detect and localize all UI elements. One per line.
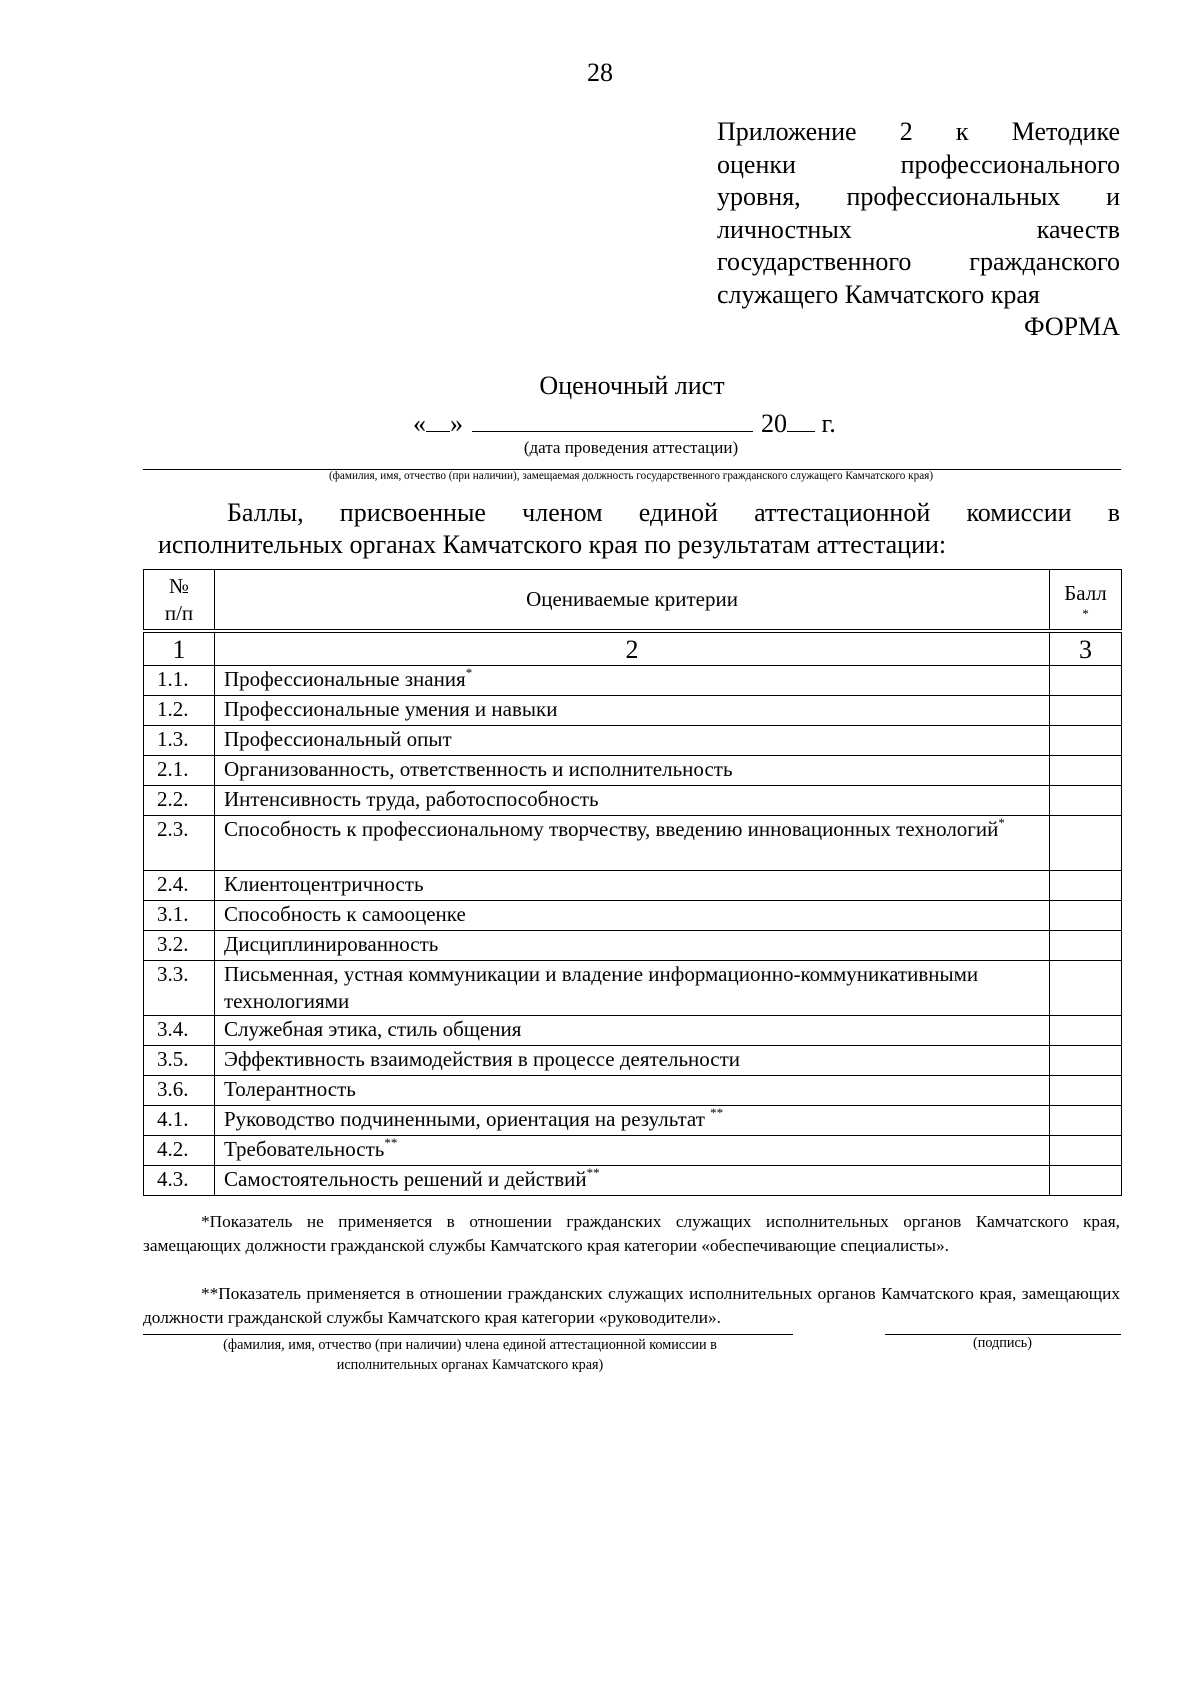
row-criterion	[215, 1016, 1050, 1046]
table-row	[144, 666, 1122, 696]
row-number: 1.2.	[144, 696, 215, 726]
row-criterion	[215, 871, 1050, 901]
score-cell[interactable]	[1050, 961, 1122, 1016]
criterion-footnote-mark: **	[586, 1165, 600, 1180]
table-row	[144, 816, 1122, 871]
member-name-caption-line2: исполнительных органах Камчатского края)	[336, 1357, 604, 1373]
table-row	[144, 1076, 1122, 1106]
criterion-footnote-mark: **	[384, 1135, 398, 1150]
row-number: 3.3.	[144, 961, 215, 1016]
criterion-text: Самостоятельность решений и действий	[224, 1167, 587, 1191]
criterion-text: Эффективность взаимодействия в процессе деятельности	[224, 1047, 741, 1071]
criterion-text: Служебная этика, стиль общения	[224, 1017, 522, 1041]
row-number: 2.1.	[144, 756, 215, 786]
table-row	[144, 786, 1122, 816]
day-blank[interactable]	[426, 405, 450, 432]
row-criterion	[215, 931, 1050, 961]
score-cell[interactable]	[1050, 1046, 1122, 1076]
criteria-table	[143, 632, 1122, 1196]
row-criterion	[215, 1136, 1050, 1166]
column-number: 1	[144, 633, 215, 666]
table-row	[144, 1016, 1122, 1046]
table-row	[144, 696, 1122, 726]
year-prefix: 20	[761, 409, 787, 438]
row-criterion	[215, 1046, 1050, 1076]
appendix-line: личностных качеств	[717, 214, 1120, 244]
row-number: 3.1.	[144, 901, 215, 931]
row-criterion	[215, 816, 1050, 871]
header-number	[144, 570, 215, 630]
header-score	[1050, 570, 1122, 630]
criterion-text: Клиентоцентричность	[224, 872, 424, 896]
table-row	[144, 1166, 1122, 1196]
score-cell[interactable]	[1050, 1166, 1122, 1196]
row-number: 3.4.	[144, 1016, 215, 1046]
row-number: 4.3.	[144, 1166, 215, 1196]
row-criterion	[215, 901, 1050, 931]
row-number: 2.2.	[144, 786, 215, 816]
criterion-text: Интенсивность труда, работоспособность	[224, 787, 599, 811]
criterion-text: Письменная, устная коммуникации и владение информационно-коммуникативными технологиями	[224, 962, 979, 1013]
score-cell[interactable]	[1050, 1016, 1122, 1046]
year-blank[interactable]	[787, 405, 815, 432]
header-score-label: Балл	[1064, 580, 1107, 605]
table-row	[144, 931, 1122, 961]
column-number: 3	[1050, 633, 1122, 666]
criterion-text: Профессиональный опыт	[224, 727, 452, 751]
criterion-footnote-mark: *	[998, 815, 1005, 830]
column-number: 2	[215, 633, 1050, 666]
member-name-caption-line1: (фамилия, имя, отчество (при наличии) члена единой аттестационной комиссии в	[223, 1337, 717, 1353]
year-suffix: г.	[821, 409, 836, 438]
member-name-caption	[140, 1335, 800, 1375]
table-row	[144, 1136, 1122, 1166]
appendix-line: Приложение 2 к Методике	[717, 117, 1120, 146]
row-criterion	[215, 1076, 1050, 1106]
full-name-caption: (фамилия, имя, отчество (при наличии), замещаемая должность государственного гражданского служащего Камчатского края)	[328, 470, 934, 482]
table-row	[144, 726, 1122, 756]
sheet-title: Оценочный лист	[539, 371, 725, 400]
appendix-line: служащего Камчатского края	[717, 279, 1040, 309]
criterion-text: Требовательность	[224, 1137, 385, 1161]
date-line	[413, 405, 836, 439]
table-row	[144, 1046, 1122, 1076]
row-criterion	[215, 756, 1050, 786]
row-criterion	[215, 726, 1050, 756]
month-blank[interactable]	[472, 405, 753, 432]
row-criterion	[215, 961, 1050, 1016]
row-number: 3.2.	[144, 931, 215, 961]
criterion-text: Способность к самооценке	[224, 902, 466, 926]
score-cell[interactable]	[1050, 1136, 1122, 1166]
score-cell[interactable]	[1050, 931, 1122, 961]
table-row	[144, 1106, 1122, 1136]
appendix-line: оценки профессионального	[717, 149, 1120, 179]
score-cell[interactable]	[1050, 1106, 1122, 1136]
appendix-line: уровня, профессиональных и	[717, 182, 1120, 211]
criterion-text: Толерантность	[224, 1077, 356, 1101]
criteria-header-table	[143, 569, 1122, 630]
row-number: 1.3.	[144, 726, 215, 756]
column-number-row	[144, 633, 1122, 666]
table-row	[144, 901, 1122, 931]
header-number-line2: п/п	[164, 600, 194, 625]
criterion-text: Руководство подчиненными, ориентация на результат	[224, 1107, 711, 1131]
intro-text: Баллы, присвоенные членом единой аттестационной комиссии в исполнительных органах Камчатского края по результатам аттестации:	[158, 498, 1120, 559]
row-number: 2.4.	[144, 871, 215, 901]
header-criteria: Оцениваемые критерии	[215, 570, 1050, 630]
date-caption: (дата проведения аттестации)	[523, 438, 739, 457]
row-number: 2.3.	[144, 816, 215, 871]
row-criterion	[215, 1166, 1050, 1196]
criterion-footnote-mark: **	[710, 1105, 724, 1120]
criterion-text: Дисциплинированность	[224, 932, 439, 956]
header-number-line1: №	[168, 573, 190, 598]
score-cell[interactable]	[1050, 901, 1122, 931]
criterion-text: Профессиональные умения и навыки	[224, 697, 558, 721]
row-number: 1.1.	[144, 666, 215, 696]
score-cell[interactable]	[1050, 696, 1122, 726]
appendix-note	[717, 116, 1120, 311]
date-open-quote: «	[413, 409, 426, 438]
row-criterion	[215, 786, 1050, 816]
row-criterion	[215, 696, 1050, 726]
criterion-text: Профессиональные знания	[224, 667, 466, 691]
criterion-footnote-mark: *	[465, 665, 473, 680]
score-cell[interactable]	[1050, 756, 1122, 786]
signature-caption: (подпись)	[973, 1335, 1032, 1351]
criterion-text: Организованность, ответственность и исполнительность	[224, 757, 733, 781]
score-cell[interactable]	[1050, 666, 1122, 696]
page-number: 28	[587, 58, 613, 87]
table-row	[144, 756, 1122, 786]
row-number: 4.1.	[144, 1106, 215, 1136]
row-criterion	[215, 1106, 1050, 1136]
footnote-one: *Показатель не применяется в отношении гражданских служащих исполнительных органов Камчатского края, замещающих должности гражданской службы Камчатского края категории «обеспечивающие специалисты».	[143, 1212, 1120, 1255]
row-number: 4.2.	[144, 1136, 215, 1166]
header-score-mark: *	[1082, 605, 1089, 621]
row-number: 3.5.	[144, 1046, 215, 1076]
footnote-two: **Показатель применяется в отношении гражданских служащих исполнительных органов Камчатского края, замещающих должности гражданской службы Камчатского края категории «руководители».	[143, 1284, 1120, 1327]
criterion-text: Способность к профессиональному творчеству, введению инновационных технологий	[224, 817, 999, 841]
score-cell[interactable]	[1050, 1076, 1122, 1106]
score-cell[interactable]	[1050, 816, 1122, 871]
table-row	[144, 961, 1122, 1016]
form-label: ФОРМА	[1024, 312, 1120, 341]
row-criterion	[215, 666, 1050, 696]
score-cell[interactable]	[1050, 871, 1122, 901]
table-row	[144, 871, 1122, 901]
date-close-quote: »	[450, 409, 463, 438]
row-number: 3.6.	[144, 1076, 215, 1106]
appendix-line: государственного гражданского	[717, 247, 1120, 276]
score-cell[interactable]	[1050, 786, 1122, 816]
score-cell[interactable]	[1050, 726, 1122, 756]
